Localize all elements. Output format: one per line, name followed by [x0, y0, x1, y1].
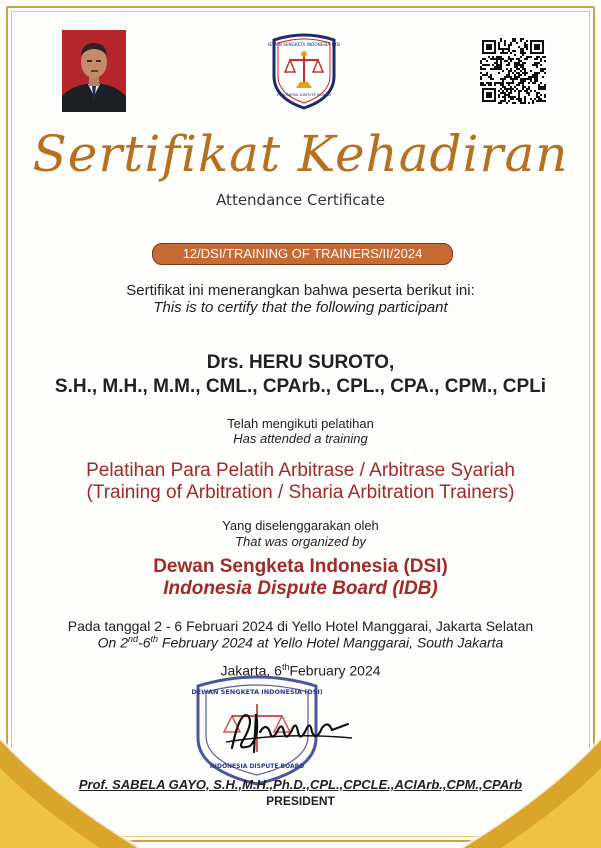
corner-ornament-left — [0, 698, 140, 848]
logo-text-bottom: INDONESIA DISPUTE BOARD — [277, 92, 331, 97]
organizer-name-id: Dewan Sengketa Indonesia (DSI) — [153, 556, 448, 577]
intro-text-en: This is to certify that the following participant — [153, 299, 448, 316]
certificate-title: Sertifikat Kehadiran — [32, 125, 569, 183]
attended-text-en: Has attended a training — [233, 431, 368, 446]
certificate-subtitle: Attendance Certificate — [216, 191, 385, 209]
intro-text-id: Sertifikat ini menerangkan bahwa peserta berikut ini: — [126, 282, 475, 299]
dsi-logo — [268, 32, 340, 110]
participant-photo — [62, 30, 126, 112]
organizer-name-en: Indonesia Dispute Board (IDB) — [163, 578, 438, 599]
logo-text-top: DEWAN SENGKETA INDONESIA (DSI) — [268, 42, 340, 47]
qr-code[interactable] — [480, 38, 546, 104]
organized-text-en: That was organized by — [235, 534, 366, 549]
training-title-en: (Training of Arbitration / Sharia Arbitration Trainers) — [86, 482, 515, 503]
training-title-id: Pelatihan Para Pelatih Arbitrase / Arbitrase Syariah — [86, 460, 515, 481]
corner-ornament-right — [461, 698, 601, 848]
event-date-en: On 2nd-6th February 2024 at Yello Hotel Manggarai, South Jakarta — [97, 634, 504, 651]
attended-text-id: Telah mengikuti pelatihan — [227, 416, 374, 431]
signing-place-date: Jakarta, 6thFebruary 2024 — [220, 662, 381, 679]
participant-name: Drs. HERU SUROTO, — [206, 352, 395, 373]
signature — [226, 702, 356, 757]
participant-titles: S.H., M.H., M.M., CML., CPArb., CPL., CPA., CPM., CPLi — [54, 376, 547, 397]
certificate-number-badge: 12/DSI/TRAINING OF TRAINERS/II/2024 — [152, 243, 453, 265]
signer-name: Prof. SABELA GAYO, S.H.,M.H.,Ph.D.,CPL.,CPCLE.,ACIArb.,CPM.,CPArb — [78, 777, 523, 792]
event-date-id: Pada tanggal 2 - 6 Februari 2024 di Yello Hotel Manggarai, Jakarta Selatan — [67, 618, 534, 634]
stamp-text-bottom: INDONESIA DISPUTE BOARD — [209, 763, 305, 770]
signer-role: PRESIDENT — [266, 794, 335, 808]
stamp-text-top: DEWAN SENGKETA INDONESIA (DSI) — [192, 688, 322, 696]
organized-text-id: Yang diselenggarakan oleh — [222, 518, 379, 533]
